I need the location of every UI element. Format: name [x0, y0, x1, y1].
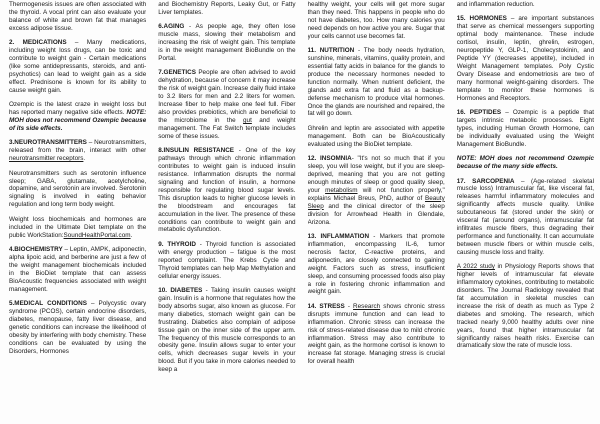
- text-run: - Thyroid function is associated with energy production – fatigue is the most reported complaint. The Krebs Cycle and Thyroid templates can help Map Methylation and cellular energy issues.: [158, 240, 296, 280]
- paragraph: [457, 15, 594, 102]
- note-text: NOTE: MOH does not recommend Ozempic because of its side effects.: [9, 109, 147, 132]
- inline-link[interactable]: Research: [353, 302, 381, 310]
- inline-link[interactable]: metabolism: [325, 186, 358, 194]
- section-heading: 10. DIABETES: [158, 287, 203, 294]
- inline-link[interactable]: A 2022 study: [456, 263, 495, 271]
- paragraph: [457, 109, 594, 149]
- text-run: and the clinical director of the sleep division for Arrowhead Health in Glendale, Arizona.: [307, 202, 445, 226]
- text-run: Neurotransmitters such as serotonin influence sleep; GABA, glutamate, acetylcholine, dopamine, and serotonin are involved. Serotonin signaling is involved in eating behavior regulation and long term body weight.: [9, 169, 147, 209]
- paragraph: [9, 300, 146, 355]
- text-run: – Neurotransmitters, released from the brain, interact with other: [9, 139, 147, 155]
- inline-link[interactable]: gut: [243, 116, 252, 124]
- paragraph: [457, 263, 594, 350]
- text-run: healthy weight, your cells will get more sugar than they need. This happens in people who do not have diabetes, too. How many calories you need depends on how active you are. Sugar that your cells cannot use becomes fat.: [307, 1, 445, 40]
- paragraph: [9, 101, 146, 133]
- text-run: – (Age-related skeletal muscle loss) Intramuscular fat, like visceral fat, releases harmful inflammatory molecules and significantly affects muscle quality. Unlike subcutaneous fat (stored under the skin) or visceral fat (around organs), intramuscular fat infiltrates muscle fibers, thus degrading their performance and functionality. It can accumulate between muscle fibers or within muscle cells, causing muscle loss and frailty.: [456, 177, 594, 256]
- paragraph: [308, 233, 445, 296]
- text-run: Ghrelin and leptin are associated with appetite management. Both can be BioAcoustically evaluated using the BioDiet template.: [307, 124, 445, 148]
- text-column-2: [158, 1, 295, 424]
- text-run: – Leptin, AMPK, adiponectin, alpha lipoic acid, and berberine are just a few of the weight management biochemicals included in the BioDiet template that can assess BioAcoustic frequencies associated with weight management.: [9, 245, 147, 293]
- text-run: will not function properly," explains Michael Breus, PhD, author of: [307, 186, 445, 202]
- text-run: – Ozempic is a peptide that targets intrinsic metabolic processes. Eight types, including Human Growth Hormone, can be individually evaluated using the Weight Management BioBundle.: [456, 109, 594, 148]
- text-column-3: [308, 1, 445, 424]
- paragraph: [9, 1, 146, 33]
- paragraph: [158, 287, 295, 374]
- text-run: – Polycystic ovary syndrome (PCOS), certain endocrine disorders, diabetes, menopause, fatty liver disease, and genetic conditions can increase the likelihood of obesity by interfering with body chemistry. These conditions can be evaluated by using the Disorders, Hormones: [9, 300, 147, 355]
- section-heading: 9. THYROID: [158, 240, 196, 248]
- section-heading: 15. HORMONES: [456, 15, 507, 23]
- text-run: Ozempic is the latest craze in weight loss but has reported many negative side effects.: [9, 101, 147, 117]
- section-heading: 14. STRESS: [307, 302, 345, 310]
- text-run: and Biochemistry Reports, Leaky Gut, or Fatty Liver templates.: [158, 1, 296, 16]
- inline-link[interactable]: neurotransmitter receptors: [9, 155, 84, 163]
- paragraph: [9, 139, 146, 163]
- section-heading: 16. PEPTIDES: [456, 109, 502, 117]
- inline-link[interactable]: Beauty Sleep: [307, 194, 445, 210]
- text-run: – Many medications, including weight loss drugs, can be toxic and contribute to weight gain - Certain medications (like some antidepressants, steroids, and anti-psychotics) can lead to weight gain as a side effect. Prednisone is known for its ability to cause weight gain.: [9, 39, 147, 94]
- section-heading: 11. NUTRITION: [307, 47, 355, 55]
- paragraph: [158, 1, 295, 17]
- paragraph: [457, 155, 594, 171]
- text-run: Weight loss biochemicals and hormones are included in the Ultimate Diet template on the public WorkStation:: [9, 215, 147, 239]
- text-run: shows chronic stress disrupts immune function and can lead to inflammation. Chronic stress can increase the risk of stress-related disease due to mild chronic inflammation. Stress may also contribute to weight gain, as the hormone cortisol is known to increase fat storage. Managing stress is crucial for overall health: [307, 302, 445, 366]
- text-column-1: [9, 1, 146, 424]
- paragraph: [308, 1, 445, 41]
- text-run: - One of the key pathways through which chronic inflammation contributes to weight gain is induced insulin resistance. Inflammation disrupts the normal signaling and function of insulin, a hormone responsible for regulating blood sugar levels. This disruption leads to higher glucose levels in the bloodstream and encourages fat accumulation in the liver. The presence of these conditions can contribute to weight gain and metabolic dysfunction.: [158, 147, 296, 234]
- paragraph: [9, 39, 146, 94]
- text-column-4: [457, 1, 594, 424]
- text-run: and inflammation reduction.: [456, 1, 535, 8]
- text-run: People are often advised to avoid dehydration, because of concern it may increase the risk of weight gain. Increase daily fluid intake to 3.2 liters for men and 2.2 liters for women. Increase fiber to help make one feel full. Fiber also provides prebiotics, which are beneficial to the microbiome in the: [158, 69, 296, 124]
- section-heading: 6.AGING: [158, 23, 185, 31]
- text-run: - The body needs hydration, sunshine, minerals, vitamins, quality protein, and essential fatty acids in balance for the glands to produce the necessary hormones needed to function normally. When nutrient deficient, the glands add extra fat and fluid as a backup-defense mechanism to produce vital hormones. Once the glands are nourished and repaired, the fat will go down.: [307, 47, 445, 118]
- paragraph: [9, 246, 146, 294]
- paragraph: [308, 47, 445, 118]
- text-run: - Markers that promote inflammation, encompassing IL-6, tumor necrosis factor, C-reactive proteins, and adiponectin, are closely connected to gaining weight. Factors such as stress, insufficient sleep, and consuming processed foods also play a role in fostering chronic inflammation and weight gain.: [307, 232, 445, 296]
- text-run: Thermogenesis issues are often associated with the thyroid. A vocal print can also evaluate your balance of white and brown fat that manages excess adipose tissue.: [9, 1, 147, 32]
- text-run: - "It's not so much that if you sleep, you will lose weight, but if you are sleep-deprived, meaning that you are not getting enough minutes of sleep or good quality sleep, your: [307, 155, 445, 194]
- text-run: .: [83, 155, 86, 163]
- paragraph: [158, 241, 295, 281]
- paragraph: [308, 303, 445, 366]
- text-run: - Taking insulin causes weight gain. Insulin is a hormone that regulates how the body absorbs sugar, also known as glucose. For many diabetics, stomach weight gain can be frustrating. Diabetics also complain of adipose tissue gain on the inner side of the upper arm. The frequency of this muscle corresponds to an obesity gene. Insulin allows sugar to enter your cells, which decreases sugar levels in your blood. But if you take in more calories needed to keep a: [158, 287, 296, 374]
- text-run: – are important substances that serve as chemical messengers supporting optimal body maintenance. These include cortisol, insulin, leptin, ghrelin, estrogen, neuropeptide Y, GLP-1, Cholecystokinin, and Peptide YY (decreases appetite), included in Weight Management templates. Poly Cystic Ovary Disease and endometriosis are two of many hormonal weight-gaining disorders. The template to monitor these hormones is Hormones and Receptors.: [456, 15, 594, 102]
- section-heading: 5.MEDICAL CONDITIONS: [9, 300, 87, 307]
- text-run: .: [130, 231, 133, 239]
- section-heading: 3.NEUROTRANSMITTERS: [9, 139, 87, 147]
- section-heading: 4.BIOCHEMISTRY: [9, 245, 63, 253]
- section-heading: 7.GENETICS: [158, 69, 196, 77]
- paragraph: [158, 147, 295, 234]
- text-run: and weight management. The Fat Switch template includes some of these issues.: [158, 116, 296, 140]
- note-text: NOTE: MOH does not recommend Ozempic because of the many side effects.: [456, 155, 594, 171]
- paragraph: [457, 1, 594, 9]
- paragraph: [308, 155, 445, 226]
- section-heading: 8.INSULIN RESISTANCE: [158, 147, 235, 155]
- paragraph: [308, 125, 445, 149]
- text-run: -: [344, 302, 354, 310]
- paragraph: [457, 178, 594, 257]
- text-run: - As people age, they often lose muscle mass, slowing their metabolism and increasing the risk of weight gain. This template is in the weight management BioBundle on the Portal.: [158, 23, 296, 63]
- section-heading: 2. MEDICATIONS: [9, 39, 67, 47]
- paragraph: [9, 216, 146, 240]
- text-run: in Physiology Reports shows that higher levels of intramuscular fat elevate inflammatory cytokines, contributing to metabolic disorders. The Journal Radiology revealed that fat accumulation in skeletal muscles can increase the risk of death as much as Type 2 diabetes and smoking. The research, which tracked nearly 9,000 healthy adults over nine years, found that higher intramuscular fat significantly raises health risks. Exercise can dramatically slow the rate of muscle loss.: [456, 263, 594, 350]
- inline-link[interactable]: SoundHealthPortal.com: [63, 231, 131, 239]
- section-heading: 17. SARCOPENIA: [456, 177, 515, 185]
- section-heading: 13. INFLAMMATION: [307, 232, 370, 240]
- section-heading: 12. INSOMNIA: [307, 155, 352, 163]
- paragraph: [158, 69, 295, 140]
- paragraph: [158, 23, 295, 63]
- paragraph: [9, 170, 146, 210]
